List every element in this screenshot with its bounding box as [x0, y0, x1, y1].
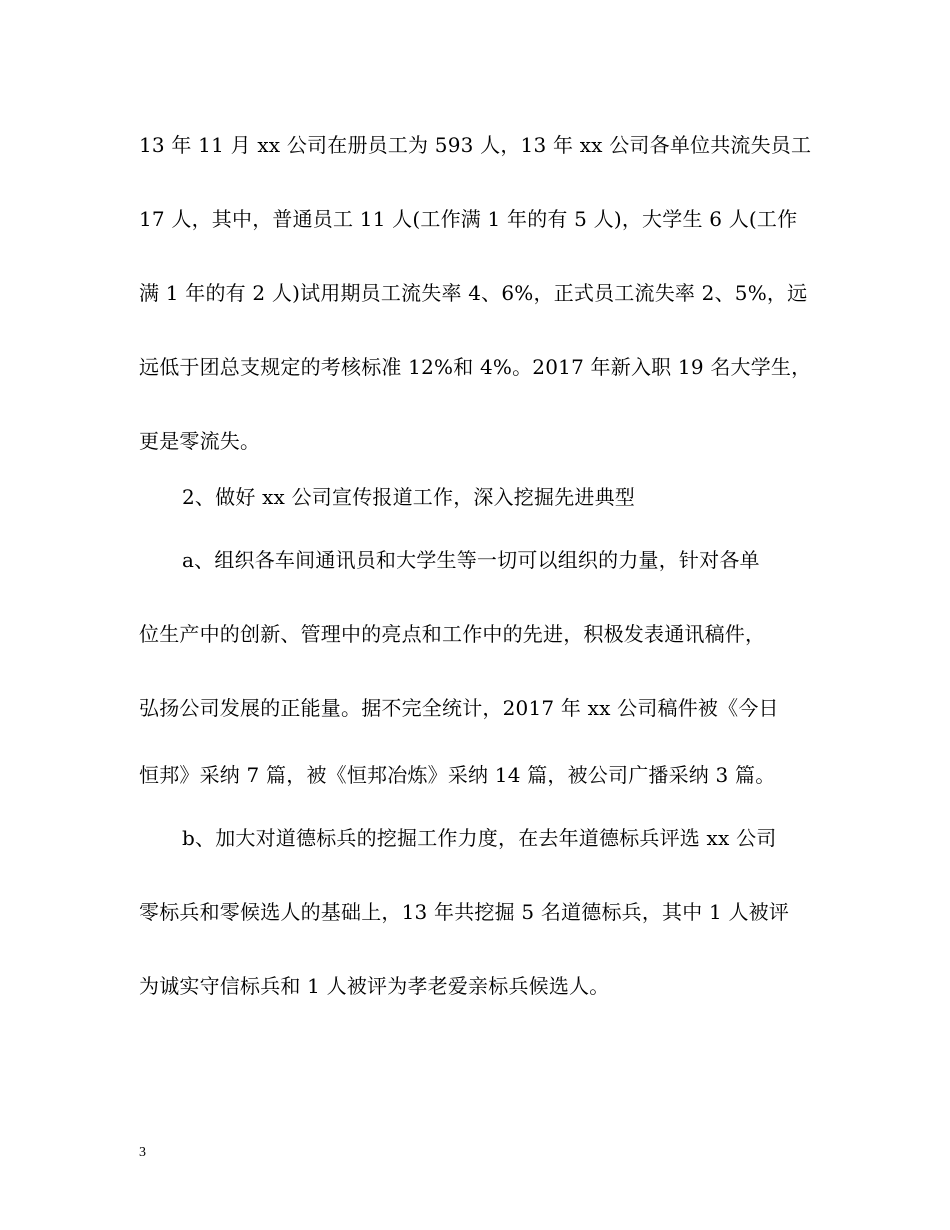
- body-text-line: a、组织各车间通讯员和大学生等一切可以组织的力量，针对各单: [182, 548, 760, 572]
- body-text-line: b、加大对道德标兵的挖掘工作力度，在去年道德标兵评选 xx 公司: [182, 826, 777, 850]
- body-text-line: 位生产中的创新、管理中的亮点和工作中的先进，积极发表通讯稿件，: [139, 622, 766, 646]
- page-number: 3: [139, 1145, 146, 1160]
- body-text-line: 满 1 年的有 2 人)试用期员工流失率 4、6%，正式员工流失率 2、5%，远: [139, 281, 808, 305]
- body-text-line: 零标兵和零候选人的基础上，13 年共挖掘 5 名道德标兵，其中 1 人被评: [139, 900, 790, 924]
- body-text-line: 远低于团总支规定的考核标准 12%和 4%。2017 年新入职 19 名大学生，: [139, 355, 812, 379]
- body-text-line: 为诚实守信标兵和 1 人被评为孝老爱亲标兵候选人。: [139, 974, 610, 998]
- section-heading: 2、做好 xx 公司宣传报道工作，深入挖掘先进典型: [182, 485, 635, 509]
- body-text-line: 17 人，其中，普通员工 11 人(工作满 1 年的有 5 人)，大学生 6 人(工作: [139, 207, 798, 231]
- body-text-line: 弘扬公司发展的正能量。据不完全统计，2017 年 xx 公司稿件被《今日: [139, 696, 779, 720]
- body-text-line: 恒邦》采纳 7 篇，被《恒邦冶炼》采纳 14 篇，被公司广播采纳 3 篇。: [139, 763, 776, 787]
- body-text-line: 13 年 11 月 xx 公司在册员工为 593 人，13 年 xx 公司各单位共流失员工: [139, 133, 812, 157]
- body-text-line: 更是零流失。: [139, 429, 261, 453]
